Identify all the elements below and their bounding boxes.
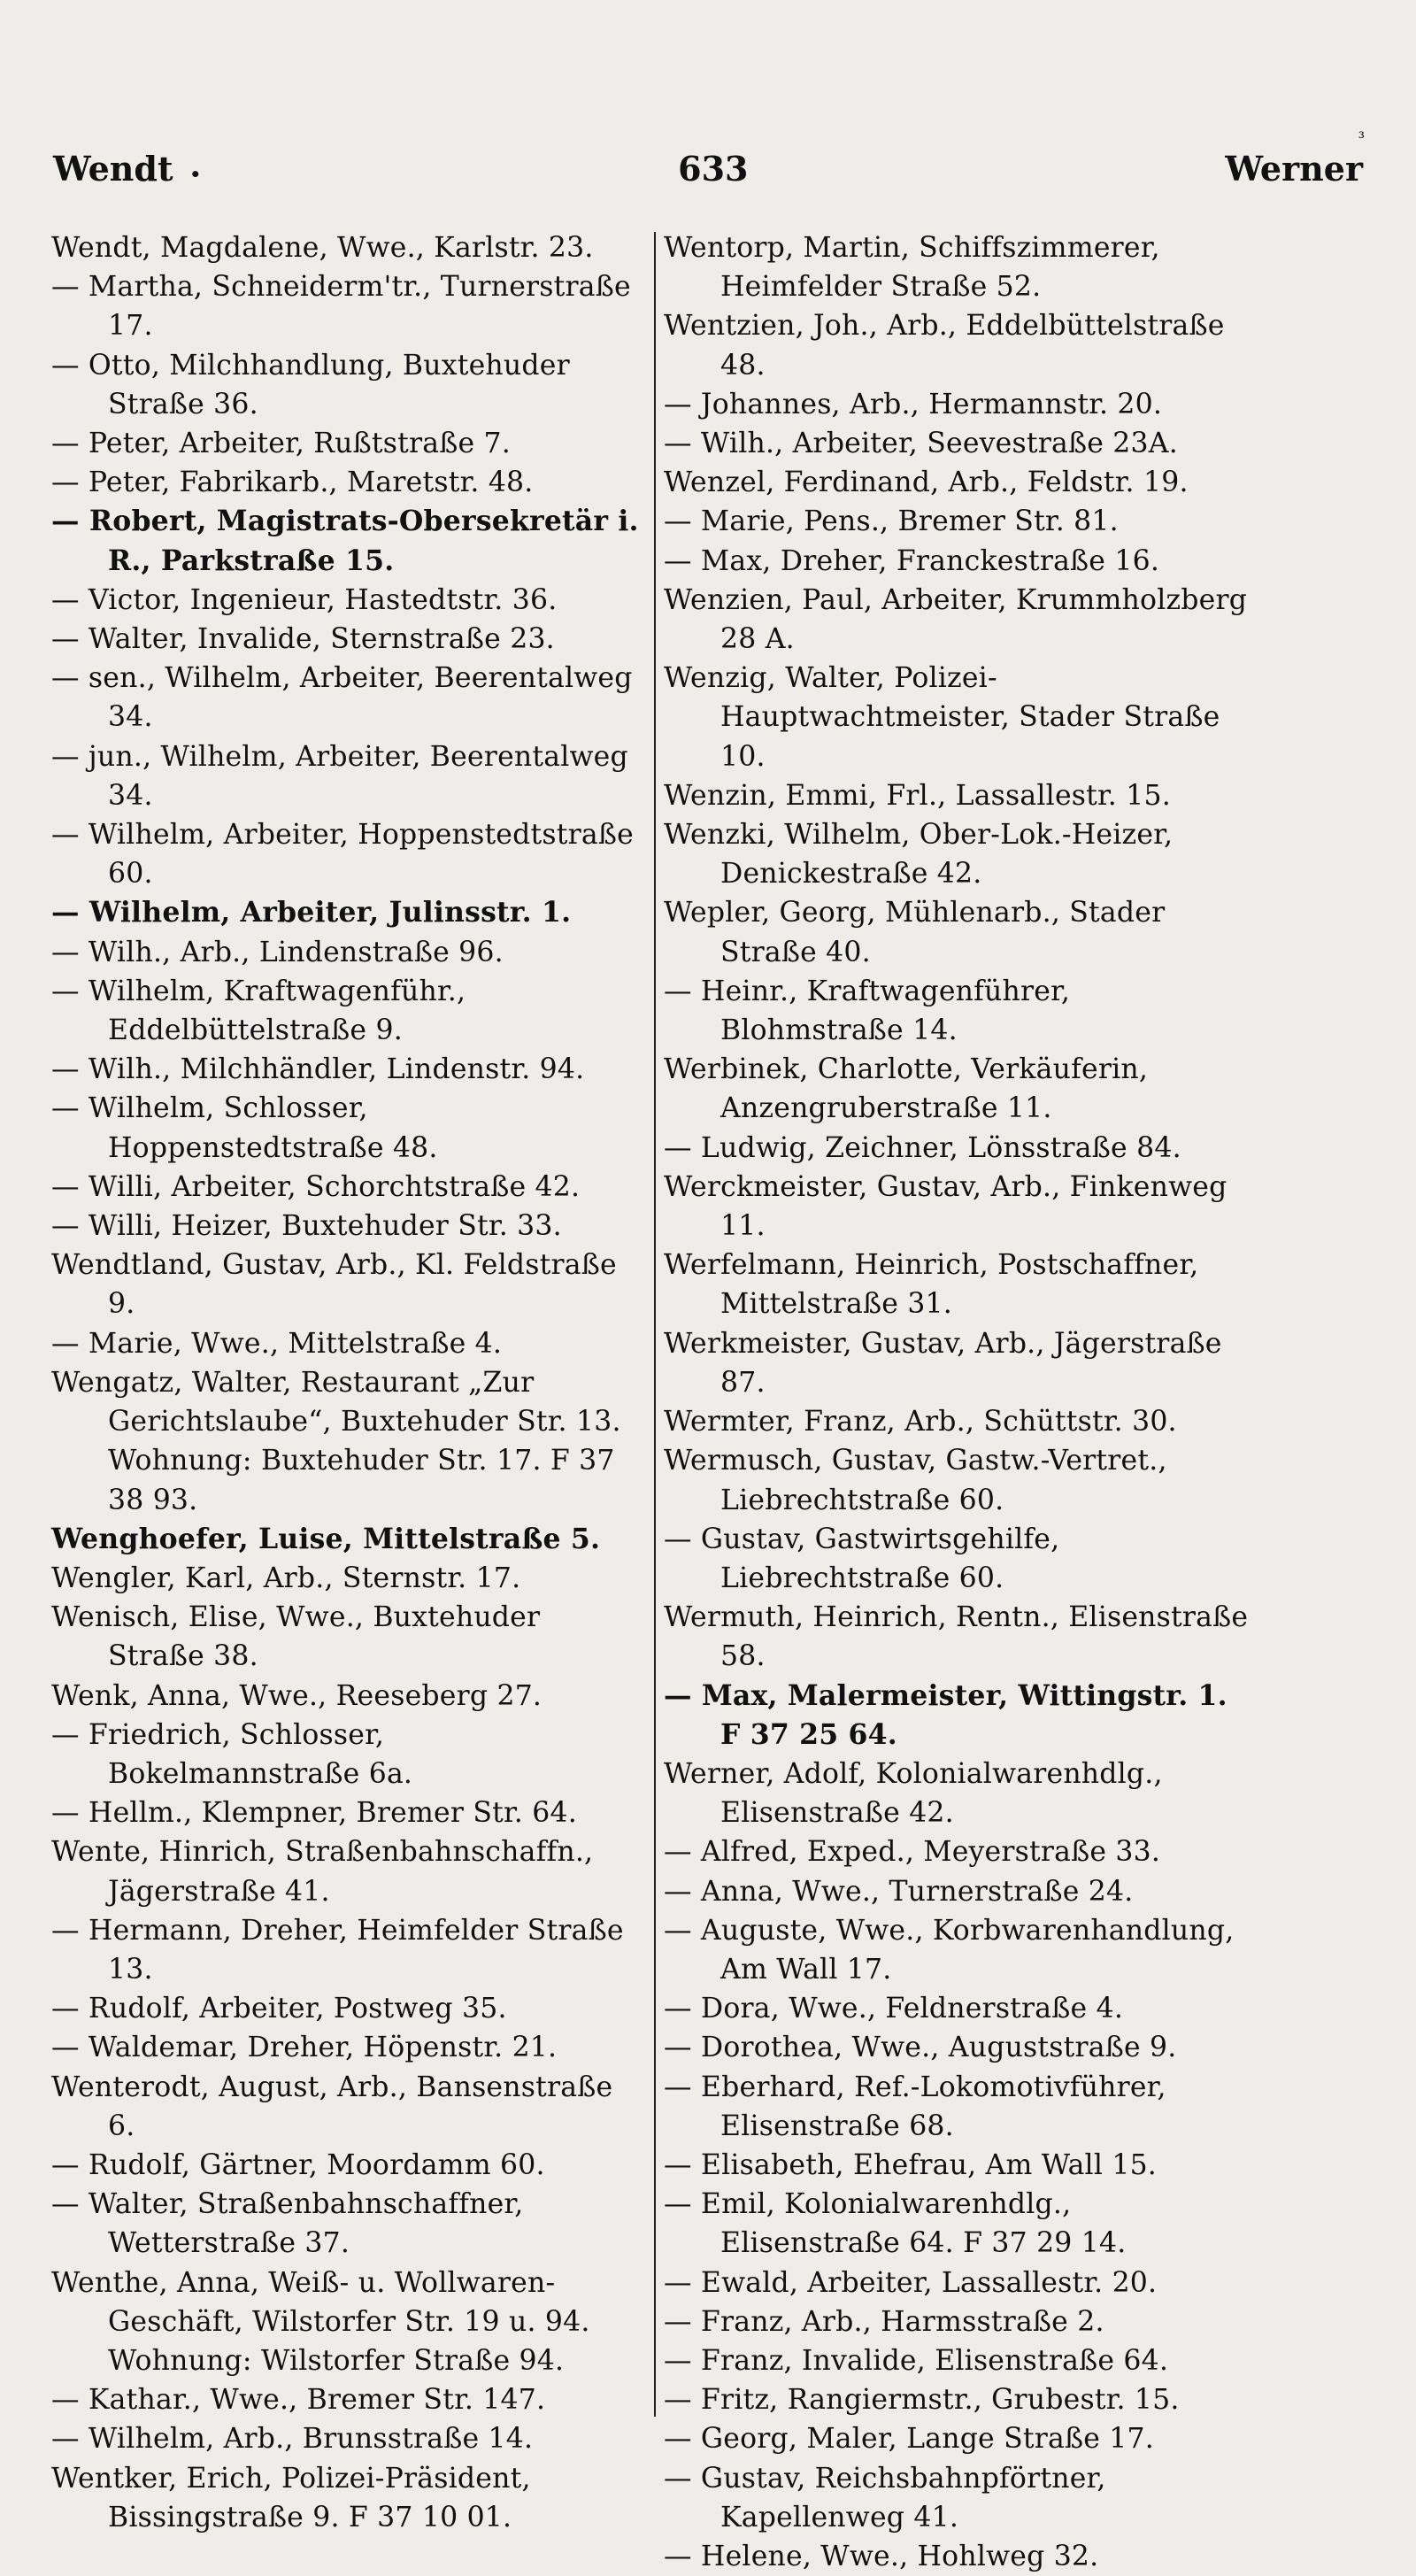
directory-entry: Wenzig, Walter, Polizei-Hauptwachtmeister, Stader Straße 10. — [664, 662, 1220, 773]
directory-entry: — Ewald, Arbeiter, Lassallestr. 20. — [664, 2266, 1158, 2299]
directory-entry: Wermuth, Heinrich, Rentn., Elisenstraße 58. — [664, 1601, 1249, 1673]
directory-entry: — Hellm., Klempner, Bremer Str. 64. — [51, 1797, 577, 1830]
directory-entry: — Dorothea, Wwe., Auguststraße 9. — [664, 2032, 1177, 2064]
directory-entry: — sen., Wilhelm, Arbeiter, Beerentalweg 34. — [51, 662, 633, 734]
directory-entry: Wendtland, Gustav, Arb., Kl. Feldstraße 9. — [51, 1249, 617, 1321]
directory-entry: — Fritz, Rangiermstr., Grubestr. 15. — [664, 2384, 1180, 2417]
directory-entry: — Georg, Maler, Lange Straße 17. — [664, 2423, 1154, 2456]
directory-entry: — Wilh., Milchhändler, Lindenstr. 94. — [51, 1053, 585, 1086]
directory-entry: — Peter, Fabrikarb., Maretstr. 48. — [51, 467, 534, 499]
directory-entry: — Wilh., Arb., Lindenstraße 96. — [51, 936, 504, 968]
directory-entry: — Emil, Kolonialwarenhdlg., Elisenstraße 64. F 37 29 14. — [664, 2188, 1127, 2260]
directory-entry: — Rudolf, Gärtner, Moordamm 60. — [51, 2148, 545, 2181]
directory-entry: — Heinr., Kraftwagenführer, Blohmstraße 14. — [664, 975, 1071, 1047]
directory-entry: Wenisch, Elise, Wwe., Buxtehuder Straße 38. — [51, 1601, 541, 1673]
directory-entry: — Kathar., Wwe., Bremer Str. 147. — [51, 2384, 546, 2417]
directory-entry: Wenzin, Emmi, Frl., Lassallestr. 15. — [664, 779, 1171, 812]
page-number: 633 — [678, 149, 749, 189]
directory-entry: Werner, Adolf, Kolonialwarenhdlg., Elisenstraße 42. — [664, 1757, 1163, 1830]
header-last-name: Werner — [1225, 149, 1363, 189]
directory-entry: — Wilhelm, Arbeiter, Julinsstr. 1. — [51, 896, 572, 929]
directory-entry: — Eberhard, Ref.-Lokomotivführer, Elisenstraße 68. — [664, 2071, 1166, 2142]
left-column — [51, 228, 644, 2537]
directory-entry: — Ludwig, Zeichner, Lönsstraße 84. — [664, 1131, 1181, 1164]
directory-entry: — Franz, Arb., Harmsstraße 2. — [664, 2305, 1104, 2338]
directory-entry: — Dora, Wwe., Feldnerstraße 4. — [664, 1993, 1124, 2025]
directory-entry: — Victor, Ingenieur, Hastedtstr. 36. — [51, 583, 558, 616]
directory-entry: — Willi, Heizer, Buxtehuder Str. 33. — [51, 1210, 562, 1243]
directory-entry: — Gustav, Gastwirtsgehilfe, Liebrechtstraße 60. — [664, 1523, 1060, 1594]
directory-entry: — jun., Wilhelm, Arbeiter, Beerentalweg 34. — [51, 740, 628, 812]
directory-entry: Werkmeister, Gustav, Arb., Jägerstraße 87. — [664, 1327, 1222, 1399]
directory-entry: — Max, Malermeister, Wittingstr. 1. F 37 25 64. — [664, 1678, 1227, 1751]
directory-entry: Wenterodt, August, Arb., Bansenstraße 6. — [51, 2071, 613, 2142]
directory-entry: Werckmeister, Gustav, Arb., Finkenweg 11. — [664, 1170, 1227, 1243]
directory-entry: — Martha, Schneiderm'tr., Turnerstraße 17. — [51, 271, 631, 343]
directory-entry: Wermusch, Gustav, Gastw.-Vertret., Liebrechtstraße 60. — [664, 1445, 1167, 1516]
directory-entry: — Waldemar, Dreher, Höpenstr. 21. — [51, 2032, 558, 2064]
directory-entry: Wendt, Magdalene, Wwe., Karlstr. 23. — [51, 232, 594, 264]
right-column — [664, 228, 1255, 2576]
directory-entry: — Walter, Invalide, Sternstraße 23. — [51, 623, 555, 656]
directory-entry: — Wilhelm, Kraftwagenführ., Eddelbüttelstraße 9. — [51, 975, 466, 1047]
header-dot: • — [189, 164, 202, 185]
directory-entry: Wermter, Franz, Arb., Schüttstr. 30. — [664, 1406, 1177, 1438]
directory-entry: Wenzki, Wilhelm, Ober-Lok.-Heizer, Denickestraße 42. — [664, 819, 1174, 891]
directory-entry: — Marie, Wwe., Mittelstraße 4. — [51, 1327, 503, 1360]
directory-entry: Wenthe, Anna, Weiß- u. Wollwaren-Geschäft, Wilstorfer Str. 19 u. 94. Wohnung: Wilstorfer Straße 94. — [51, 2266, 590, 2377]
directory-entry: — Rudolf, Arbeiter, Postweg 35. — [51, 1993, 507, 2025]
directory-entry: Werfelmann, Heinrich, Postschaffner, Mittelstraße 31. — [664, 1249, 1199, 1321]
directory-entry: — Otto, Milchhandlung, Buxtehuder Straße 36. — [51, 349, 570, 420]
page-corner-mark: ₃ — [1358, 124, 1365, 143]
directory-entry: — Helene, Wwe., Hohlweg 32. — [664, 2540, 1099, 2572]
directory-entry: — Robert, Magistrats-Obersekretär i. R., Parkstraße 15. — [51, 505, 639, 577]
directory-entry: Wengatz, Walter, Restaurant „Zur Gerichtslaube“, Buxtehuder Str. 13. Wohnung: Buxtehuder Str. 17. F 37 38 93. — [51, 1366, 621, 1516]
directory-entry: Wentzien, Joh., Arb., Eddelbüttelstraße 48. — [664, 310, 1225, 382]
directory-entry: — Wilhelm, Schlosser, Hoppenstedtstraße 48. — [51, 1092, 438, 1164]
running-header — [53, 149, 1363, 189]
directory-entry: — Hermann, Dreher, Heimfelder Straße 13. — [51, 1914, 624, 1986]
directory-entry: Werbinek, Charlotte, Verkäuferin, Anzengruberstraße 11. — [664, 1053, 1149, 1125]
directory-entry: — Max, Dreher, Franckestraße 16. — [664, 544, 1160, 577]
directory-entry: Wenghoefer, Luise, Mittelstraße 5. — [51, 1522, 601, 1555]
directory-entry: — Gustav, Reichsbahnpförtner, Kapellenweg 41. — [664, 2462, 1106, 2534]
directory-entry: — Elisabeth, Ehefrau, Am Wall 15. — [664, 2148, 1158, 2181]
directory-entry: — Marie, Pens., Bremer Str. 81. — [664, 505, 1119, 538]
directory-entry: — Friedrich, Schlosser, Bokelmannstraße 6a. — [51, 1718, 413, 1790]
directory-entry: — Johannes, Arb., Hermannstr. 20. — [664, 388, 1163, 420]
directory-entry: — Anna, Wwe., Turnerstraße 24. — [664, 1875, 1134, 1908]
directory-entry: — Walter, Straßenbahnschaffner, Wetterstraße 37. — [51, 2188, 524, 2260]
directory-entry: — Auguste, Wwe., Korbwarenhandlung, Am Wall 17. — [664, 1914, 1235, 1986]
directory-entry: Wentker, Erich, Polizei-Präsident, Bissingstraße 9. F 37 10 01. — [51, 2462, 531, 2534]
directory-entry: — Wilhelm, Arb., Brunsstraße 14. — [51, 2423, 534, 2456]
directory-entry: — Peter, Arbeiter, Rußtstraße 7. — [51, 428, 511, 460]
directory-entry: Wepler, Georg, Mühlenarb., Stader Straße 40. — [664, 897, 1166, 968]
directory-entry: — Wilhelm, Arbeiter, Hoppenstedtstraße 60. — [51, 819, 634, 891]
directory-entry: Wente, Hinrich, Straßenbahnschaffn., Jägerstraße 41. — [51, 1836, 594, 1908]
directory-entry: Wentorp, Martin, Schiffszimmerer, Heimfelder Straße 52. — [664, 232, 1160, 304]
column-divider — [654, 232, 656, 2417]
directory-entry: Wenzien, Paul, Arbeiter, Krummholzberg 28 A. — [664, 583, 1248, 656]
directory-entry: — Alfred, Exped., Meyerstraße 33. — [664, 1836, 1161, 1869]
directory-entry: — Willi, Arbeiter, Schorchtstraße 42. — [51, 1170, 581, 1203]
directory-entry: Wenzel, Ferdinand, Arb., Feldstr. 19. — [664, 467, 1189, 499]
directory-entry: Wengler, Karl, Arb., Sternstr. 17. — [51, 1562, 521, 1594]
directory-entry: Wenk, Anna, Wwe., Reeseberg 27. — [51, 1679, 543, 1712]
directory-entry: — Wilh., Arbeiter, Seevestraße 23A. — [664, 428, 1178, 460]
directory-entry: — Franz, Invalide, Elisenstraße 64. — [664, 2344, 1169, 2377]
header-first-name: Wendt — [53, 149, 173, 189]
